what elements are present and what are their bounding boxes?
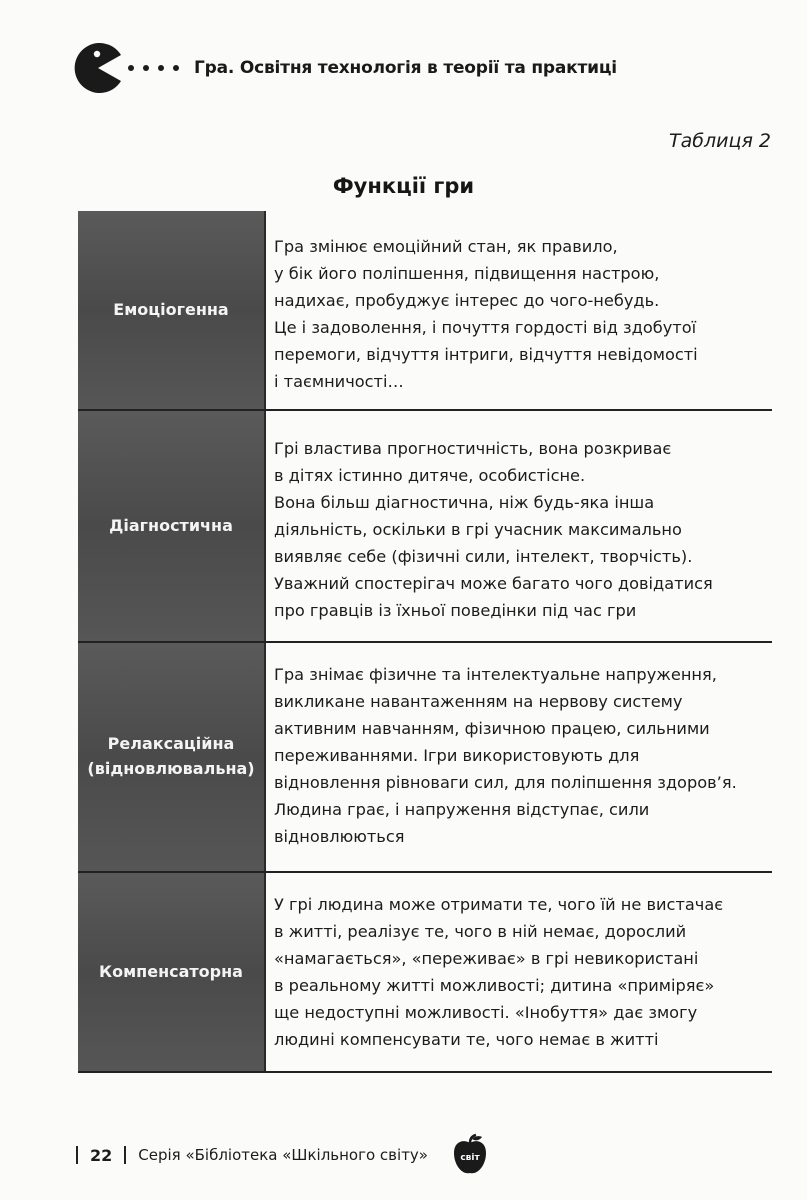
table-row (78, 211, 772, 411)
page-footer (76, 1140, 490, 1170)
pacman-icon (72, 42, 124, 94)
table-title: Функції гри (332, 174, 475, 198)
function-name-cell: Емоціогенна (78, 211, 266, 409)
function-name-cell: Діагностична (78, 411, 266, 641)
function-description-cell: Гра змінює емоційний стан, як правило, у бік його поліпшення, підвищення настрою, надихає, пробуджує інтерес до чого-небудь. Це і задоволення, і почуття гордості від здобутої перемоги, відчуття інтриги, відчуття невідомості і таємничості… (274, 237, 698, 391)
page-number: 22 (90, 1145, 113, 1165)
function-description-cell: Грі властива прогностичність, вона розкриває в дітях істинно дитяче, особистісне. Вона більш діагностична, ніж будь-яка інша діяльність, оскільки в грі учасник максимально виявляє себе (фізичні сили, інтелект, творчість). Уважний спостерігач може багато чого довідатися про гравців із їхньої поведінки під час гри (274, 439, 713, 620)
header-dots (128, 65, 188, 71)
function-description-cell: У грі людина може отримати те, чого їй не вистачає в житті, реалізує те, чого в ній немає, дорослий «намагається», «переживає» в грі невикористані в реальному житті можливості; дитина «приміряє» ще недоступні можливості. «Інобуття» дає змогу людині компенсувати те, чого немає в житті (274, 895, 724, 1049)
apple-logo-text: світ (460, 1153, 480, 1163)
running-header-title: Гра. Освітня технологія в теорії та практиці (194, 58, 617, 78)
footer-divider (76, 1146, 78, 1164)
apple-logo-icon (450, 1133, 490, 1177)
series-title: Серія «Бібліотека «Шкільного світу» (138, 1146, 428, 1164)
table-row (78, 411, 772, 643)
table-label: Таблиця 2 (669, 130, 771, 152)
page-header (72, 38, 617, 98)
function-name-cell: Релаксаційна (відновлювальна) (78, 643, 266, 871)
table-row (78, 873, 772, 1073)
table-row (78, 643, 772, 873)
function-description-cell: Гра знімає фізичне та інтелектуальне напруження, викликане навантаженням на нервову систему активним навчанням, фізичною працею, сильними переживаннями. Ігри використовують для відновлення рівноваги сил, для поліпшення здоров’я. Людина грає, і напруження відступає, сили відновлюються (274, 665, 737, 846)
functions-table (78, 211, 772, 1073)
footer-divider (124, 1146, 126, 1164)
function-name-cell: Компенсаторна (78, 873, 266, 1071)
